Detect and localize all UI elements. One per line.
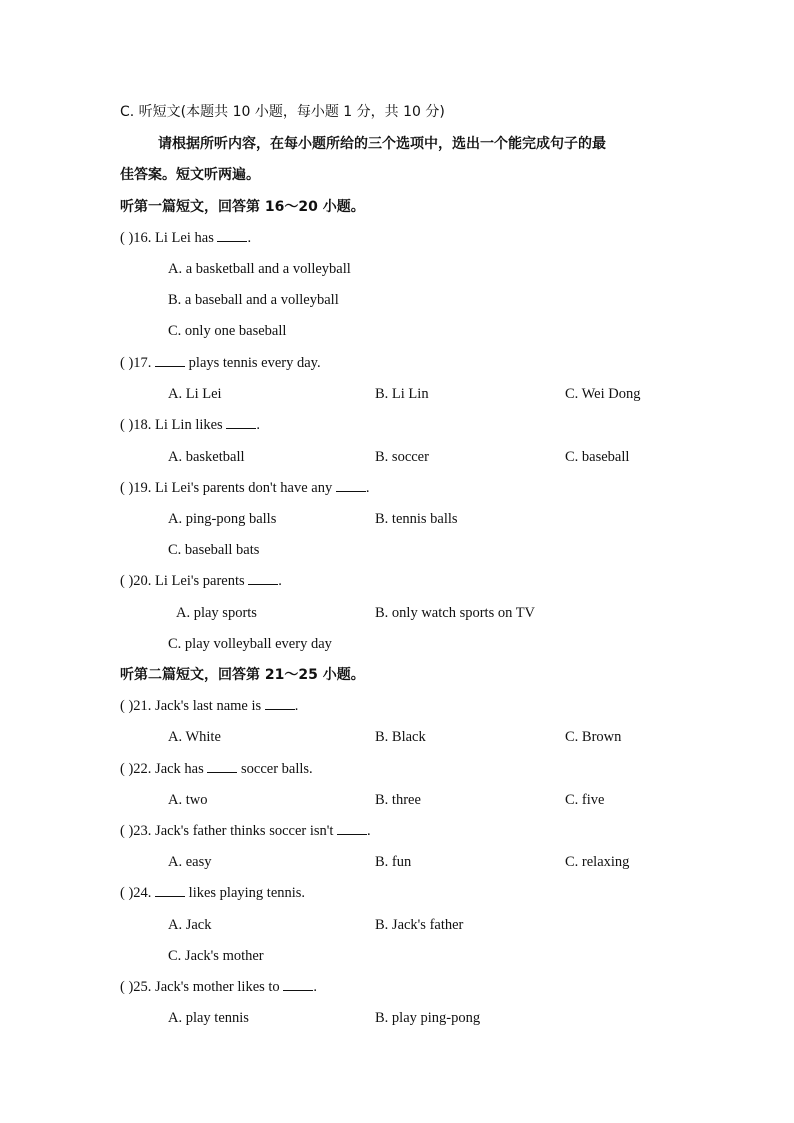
answer-blank (283, 978, 313, 991)
question-21 (120, 697, 298, 715)
question-17 (120, 354, 321, 372)
answer-paren[interactable]: ( ) (120, 823, 134, 839)
option-a: A. ping-pong balls (168, 511, 277, 527)
answer-blank (265, 697, 295, 710)
option-b: B. soccer (375, 449, 429, 465)
question-stem-end: . (278, 573, 282, 589)
question-stem-end: . (367, 823, 371, 839)
question-stem: 17. (133, 355, 156, 371)
question-stem: 21. Jack's last name is (133, 698, 265, 714)
option-b: B. Black (375, 729, 426, 745)
section-heading: C. 听短文(本题共 10 小题，每小题 1 分，共 10 分) (120, 104, 445, 120)
question-23 (120, 822, 371, 840)
option-c: C. relaxing (565, 854, 630, 870)
question-22 (120, 760, 313, 778)
answer-blank (336, 479, 366, 492)
answer-paren[interactable]: ( ) (120, 761, 134, 777)
option-a: A. basketball (168, 449, 245, 465)
option-a: A. a basketball and a volleyball (168, 261, 351, 277)
question-stem: 19. Li Lei's parents don't have any (133, 480, 336, 496)
answer-blank (207, 760, 237, 773)
passage-2-heading: 听第二篇短文，回答第 21～25 小题。 (120, 667, 365, 683)
question-stem: 20. Li Lei's parents (133, 573, 249, 589)
option-b: B. only watch sports on TV (375, 605, 536, 621)
question-25 (120, 978, 317, 996)
question-stem-end: . (313, 979, 317, 995)
question-stem: 25. Jack's mother likes to (133, 979, 284, 995)
option-a: A. White (168, 729, 221, 745)
answer-blank (337, 822, 367, 835)
answer-blank (226, 416, 256, 429)
question-stem-end: . (294, 698, 299, 714)
answer-paren[interactable]: ( ) (120, 698, 134, 714)
answer-paren[interactable]: ( ) (120, 885, 134, 901)
question-stem: 24. (133, 885, 156, 901)
answer-blank (155, 354, 185, 367)
answer-paren[interactable]: ( ) (120, 355, 134, 371)
option-a: A. Jack (168, 917, 212, 933)
question-stem-end: . (365, 480, 370, 496)
question-stem-end: likes playing tennis. (185, 885, 306, 901)
option-c: C. baseball bats (168, 542, 260, 558)
option-b: B. a baseball and a volleyball (168, 292, 339, 308)
option-b: B. Li Lin (375, 386, 429, 402)
option-c: C. Brown (565, 729, 622, 745)
question-19 (120, 479, 369, 497)
question-stem-end: . (247, 230, 252, 246)
passage-1-heading: 听第一篇短文，回答第 16～20 小题。 (120, 199, 365, 215)
option-b: B. play ping-pong (375, 1010, 481, 1026)
instruction-line-2: 佳答案。短文听两遍。 (120, 167, 260, 183)
question-stem: 23. Jack's father thinks soccer isn't (133, 823, 338, 839)
question-stem: 16. Li Lei has (133, 230, 218, 246)
option-b: B. tennis balls (375, 511, 458, 527)
answer-paren[interactable]: ( ) (120, 230, 134, 246)
option-b: B. fun (375, 854, 412, 870)
question-stem: 18. Li Lin likes (133, 417, 227, 433)
question-18 (120, 416, 260, 434)
option-a: A. play tennis (168, 1010, 249, 1026)
option-c: C. baseball (565, 449, 630, 465)
instruction-line-1: 请根据所听内容，在每小题所给的三个选项中，选出一个能完成句子的最 (158, 136, 606, 152)
option-b: B. Jack's father (375, 917, 464, 933)
option-b: B. three (375, 792, 421, 808)
option-c: C. only one baseball (168, 323, 287, 339)
answer-paren[interactable]: ( ) (120, 417, 134, 433)
question-24 (120, 884, 305, 902)
question-20 (120, 572, 282, 590)
option-c: C. Wei Dong (565, 386, 641, 402)
question-16 (120, 229, 251, 247)
option-a: A. easy (168, 854, 212, 870)
answer-blank (248, 572, 278, 585)
question-stem-end: plays tennis every day. (185, 355, 321, 371)
option-a: A. Li Lei (168, 386, 222, 402)
option-a: A. two (168, 792, 208, 808)
answer-paren[interactable]: ( ) (120, 573, 134, 589)
question-stem-end: soccer balls. (237, 761, 313, 777)
option-c: C. Jack's mother (168, 948, 264, 964)
question-stem: 22. Jack has (133, 761, 208, 777)
question-stem-end: . (256, 417, 260, 433)
option-c: C. play volleyball every day (168, 636, 332, 652)
answer-paren[interactable]: ( ) (120, 979, 134, 995)
option-c: C. five (565, 792, 605, 808)
answer-paren[interactable]: ( ) (120, 480, 134, 496)
option-a: A. play sports (176, 605, 257, 621)
answer-blank (217, 229, 247, 242)
answer-blank (155, 884, 185, 897)
